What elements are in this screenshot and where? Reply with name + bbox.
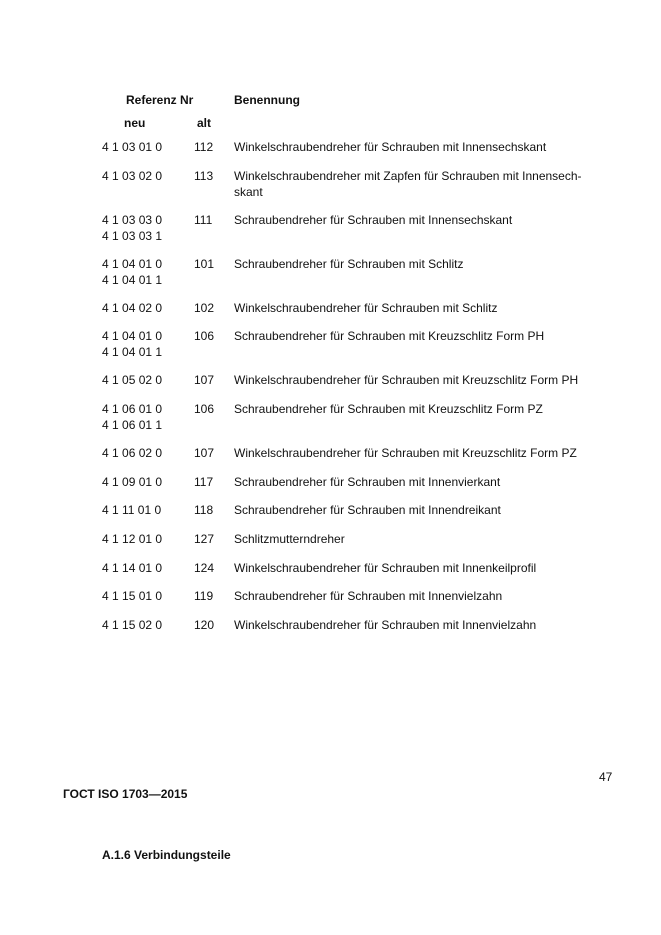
- cell-neu-line: 4 1 06 01 1: [102, 418, 163, 432]
- cell-neu: [102, 401, 182, 433]
- cell-benennung: [234, 328, 624, 344]
- cell-neu-line: 4 1 03 03 0: [102, 213, 163, 227]
- cell-neu: [102, 300, 182, 316]
- cell-benennung-line: Schraubendreher für Schrauben mit Innenvielzahn: [234, 589, 503, 603]
- cell-alt: 127: [194, 532, 215, 546]
- cell-neu-line: 4 1 15 02 0: [102, 618, 163, 632]
- cell-neu-line: 4 1 06 02 0: [102, 446, 163, 460]
- cell-neu: [102, 256, 182, 288]
- cell-neu-line: 4 1 03 02 0: [102, 169, 163, 183]
- cell-neu: [102, 168, 182, 184]
- cell-neu-line: 4 1 04 01 1: [102, 345, 163, 359]
- section-heading: A.1.6 Verbindungsteile: [102, 848, 231, 862]
- cell-neu: [102, 617, 182, 633]
- cell-benennung: [234, 617, 624, 633]
- page-number: 47: [599, 770, 613, 784]
- cell-neu-line: 4 1 04 01 0: [102, 257, 163, 271]
- cell-benennung-line: Schraubendreher für Schrauben mit Kreuzschlitz Form PH: [234, 329, 545, 343]
- cell-neu-line: 4 1 03 01 0: [102, 140, 163, 154]
- header-neu: neu: [124, 116, 146, 130]
- cell-benennung: [234, 445, 624, 461]
- cell-neu-line: 4 1 06 01 0: [102, 402, 163, 416]
- header-benennung: Benennung: [234, 93, 300, 107]
- cell-alt: 124: [194, 561, 215, 575]
- cell-benennung-line: Winkelschraubendreher für Schrauben mit Schlitz: [234, 301, 498, 315]
- cell-neu-line: 4 1 14 01 0: [102, 561, 163, 575]
- cell-alt: 117: [194, 475, 214, 489]
- cell-neu-line: 4 1 05 02 0: [102, 373, 163, 387]
- cell-neu: [102, 372, 182, 388]
- cell-neu: [102, 560, 182, 576]
- cell-benennung: [234, 502, 624, 518]
- cell-benennung-line: Winkelschraubendreher für Schrauben mit Kreuzschlitz Form PH: [234, 373, 579, 387]
- cell-benennung: [234, 139, 624, 155]
- cell-benennung: [234, 168, 624, 200]
- cell-benennung: [234, 560, 624, 576]
- cell-benennung: [234, 474, 624, 490]
- cell-alt: 113: [194, 169, 214, 183]
- cell-benennung: [234, 401, 624, 417]
- cell-benennung: [234, 531, 624, 547]
- header-referenz: Referenz Nr: [126, 93, 194, 107]
- cell-neu-line: 4 1 12 01 0: [102, 532, 163, 546]
- standard-designation: ГОСТ ISO 1703—2015: [63, 787, 188, 801]
- cell-benennung-line: Schraubendreher für Schrauben mit Innensechskant: [234, 213, 513, 227]
- cell-neu: [102, 212, 182, 244]
- cell-alt: 107: [194, 373, 215, 387]
- cell-benennung-line: Winkelschraubendreher für Schrauben mit Kreuzschlitz Form PZ: [234, 446, 577, 460]
- cell-benennung-line: Schraubendreher für Schrauben mit Innenvierkant: [234, 475, 501, 489]
- cell-alt: 111: [194, 213, 213, 227]
- cell-neu-line: 4 1 03 03 1: [102, 229, 163, 243]
- cell-neu-line: 4 1 04 02 0: [102, 301, 163, 315]
- cell-benennung: [234, 588, 624, 604]
- cell-neu: [102, 531, 182, 547]
- cell-benennung-line: Winkelschraubendreher für Schrauben mit Innensechskant: [234, 140, 547, 154]
- cell-neu-line: 4 1 11 01 0: [102, 503, 162, 517]
- cell-alt: 119: [194, 589, 214, 603]
- cell-neu: [102, 502, 182, 518]
- cell-benennung-line: Schraubendreher für Schrauben mit Kreuzschlitz Form PZ: [234, 402, 543, 416]
- cell-alt: 106: [194, 402, 215, 416]
- cell-benennung: [234, 212, 624, 228]
- cell-alt: 120: [194, 618, 215, 632]
- cell-benennung-line: Winkelschraubendreher für Schrauben mit Innenvielzahn: [234, 618, 537, 632]
- cell-neu-line: 4 1 04 01 1: [102, 273, 163, 287]
- cell-benennung: [234, 372, 624, 388]
- cell-benennung-line: Schraubendreher für Schrauben mit Schlitz: [234, 257, 464, 271]
- cell-neu-line: 4 1 04 01 0: [102, 329, 163, 343]
- cell-neu: [102, 588, 182, 604]
- header-alt: alt: [197, 116, 212, 130]
- cell-benennung-line: Schlitzmutterndreher: [234, 532, 345, 546]
- cell-neu-line: 4 1 09 01 0: [102, 475, 163, 489]
- cell-alt: 106: [194, 329, 215, 343]
- cell-neu-line: 4 1 15 01 0: [102, 589, 163, 603]
- cell-neu: [102, 445, 182, 461]
- cell-benennung-line: Winkelschraubendreher für Schrauben mit Innenkeilprofil: [234, 561, 537, 575]
- cell-neu: [102, 474, 182, 490]
- cell-alt: 101: [194, 257, 215, 271]
- cell-benennung-line: Schraubendreher für Schrauben mit Innendreikant: [234, 503, 501, 517]
- cell-alt: 112: [194, 140, 214, 154]
- cell-benennung-line: skant: [234, 185, 263, 199]
- cell-alt: 118: [194, 503, 214, 517]
- cell-alt: 107: [194, 446, 215, 460]
- cell-neu: [102, 139, 182, 155]
- cell-benennung-line: Winkelschraubendreher mit Zapfen für Schrauben mit Innensech-: [234, 169, 582, 183]
- cell-neu: [102, 328, 182, 360]
- cell-benennung: [234, 256, 624, 272]
- cell-alt: 102: [194, 301, 215, 315]
- cell-benennung: [234, 300, 624, 316]
